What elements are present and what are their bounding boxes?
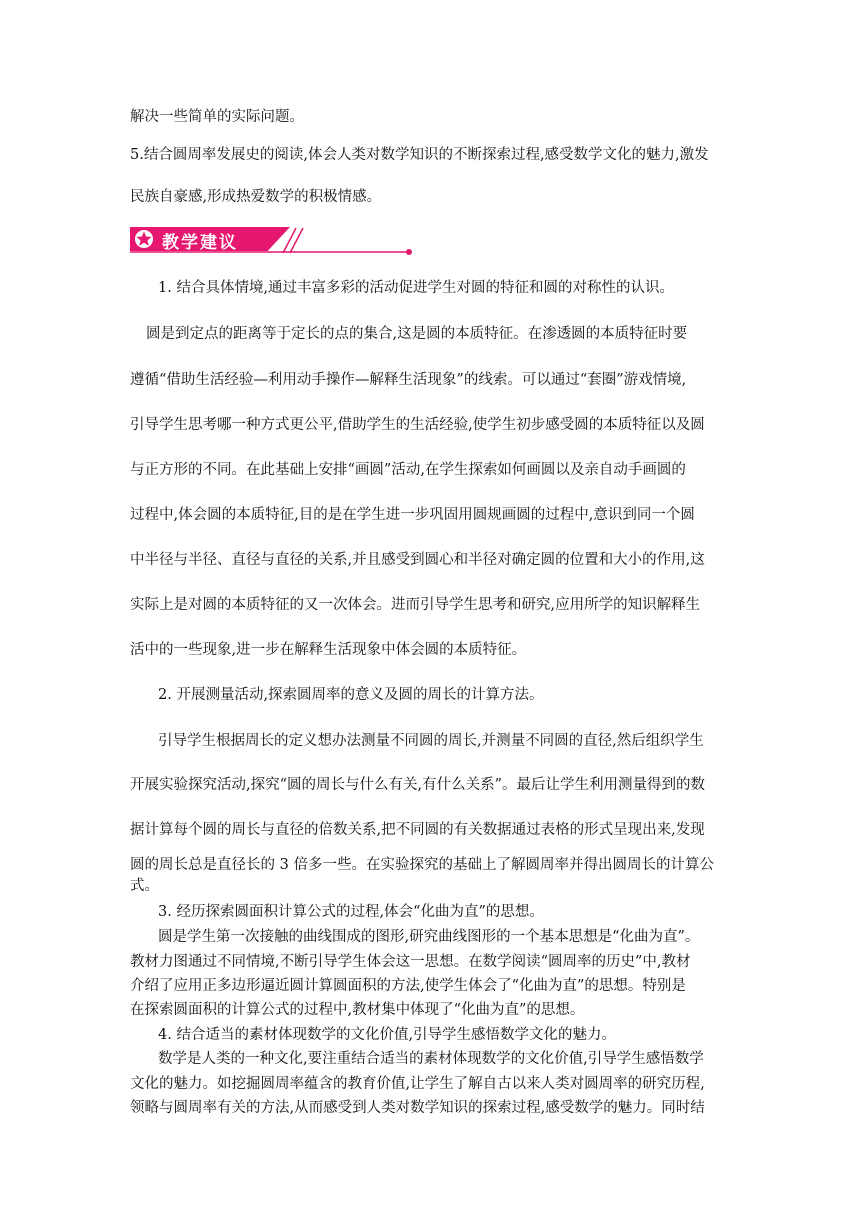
body-line: 开展实验探究活动,探究“圆的周长与什么有关,有什么关系”。最后让学生利用测量得到的数 — [130, 777, 706, 793]
body-line: 活中的一些现象,进一步在解释生活现象中体会圆的本质特征。 — [130, 642, 527, 658]
section-header — [130, 225, 420, 255]
section-header-decoration — [130, 225, 420, 255]
heading-4: 4. 结合适当的素材体现数学的文化价值,引导学生感悟数学文化的魅力。 — [158, 1027, 617, 1043]
body-line: 圆的周长总是直径长的 3 倍多一些。在实验探究的基础上了解圆周率并得出圆周长的计算公 — [130, 857, 714, 873]
body-line: 与正方形的不同。在此基础上安排“画圆”活动,在学生探索如何画圆以及亲自动手画圆的 — [130, 462, 686, 478]
body-line: 引导学生根据周长的定义想办法测量不同圆的周长,并测量不同圆的直径,然后组织学生 — [158, 733, 704, 749]
body-line: 在探索圆面积的计算公式的过程中,教材集中体现了“化曲为直”的思想。 — [130, 1002, 585, 1018]
body-line: 领略与圆周率有关的方法,从而感受到人类对数学知识的探索过程,感受数学的魅力。同时结 — [130, 1100, 705, 1116]
body-line: 据计算每个圆的周长与直径的倍数关系,把不同圆的有关数据通过表格的形式呈现出来,发现 — [130, 822, 705, 838]
heading-1: 1. 结合具体情境,通过丰富多彩的活动促进学生对圆的特征和圆的对称性的认识。 — [158, 280, 675, 296]
body-line: 介绍了应用正多边形逼近圆计算圆面积的方法,使学生体会了“化曲为直”的思想。特别是 — [130, 978, 686, 994]
heading-2: 2. 开展测量活动,探索圆周率的意义及圆的周长的计算方法。 — [158, 687, 544, 703]
body-line: 圆是学生第一次接触的曲线围成的图形,研究曲线图形的一个基本思想是“化曲为直”。 — [158, 929, 700, 945]
section-header-title: 教学建议 — [162, 233, 238, 253]
body-line: 引导学生思考哪一种方式更公平,借助学生的生活经验,使学生初步感受圆的本质特征以及圆 — [130, 417, 705, 433]
body-line: 教材力图通过不同情境,不断引导学生体会这一思想。在数学阅读“圆周率的历史”中,教材 — [130, 954, 691, 970]
body-line: 中半径与半径、直径与直径的关系,并且感受到圆心和半径对确定圆的位置和大小的作用,这 — [130, 552, 705, 568]
intro-line: 民族自豪感,形成热爱数学的积极情感。 — [130, 189, 382, 205]
body-line: 数学是人类的一种文化,要注重结合适当的素材体现数学的文化价值,引导学生感悟数学 — [158, 1051, 704, 1067]
body-line: 过程中,体会圆的本质特征,目的是在学生进一步巩固用圆规画圆的过程中,意识到同一个圆 — [130, 507, 695, 523]
body-line: 遵循“借助生活经验—利用动手操作—解释生活现象”的线索。可以通过“套圈”游戏情境, — [130, 372, 687, 388]
body-line: 文化的魅力。如挖掘圆周率蕴含的教育价值,让学生了解自古以来人类对圆周率的研究历程, — [130, 1076, 705, 1092]
intro-line: 解决一些简单的实际问题。 — [130, 109, 304, 125]
intro-line: 5.结合圆周率发展史的阅读,体会人类对数学知识的不断探索过程,感受数学文化的魅力,激发 — [130, 147, 709, 163]
body-line: 圆是到定点的距离等于定长的点的集合,这是圆的本质特征。在渗透圆的本质特征时要 — [146, 326, 688, 342]
heading-3: 3. 经历探索圆面积计算公式的过程,体会“化曲为直”的思想。 — [158, 904, 544, 920]
body-line: 实际上是对圆的本质特征的又一次体会。进而引导学生思考和研究,应用所学的知识解释生 — [130, 597, 701, 613]
body-line: 式。 — [130, 878, 159, 894]
